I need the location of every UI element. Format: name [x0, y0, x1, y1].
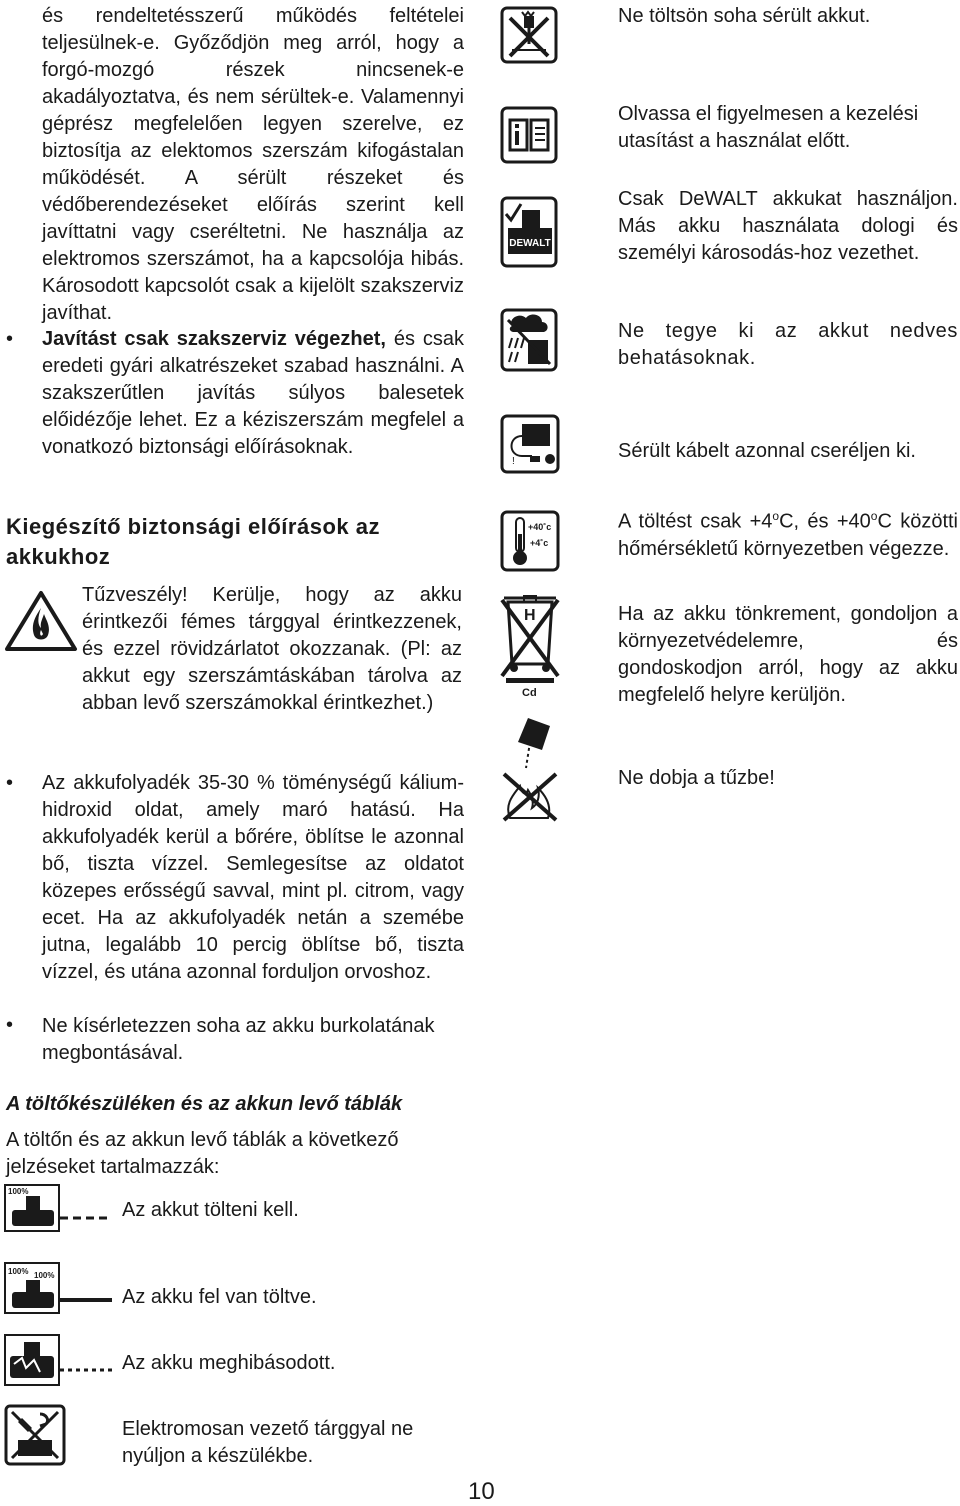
crossed-bin-recycle-icon [498, 590, 562, 700]
svg-text:100%: 100% [34, 1271, 55, 1280]
symbol-no-conductive-text: Elektromosan vezető tárggyal ne nyúljon a készülékbe. [122, 1418, 414, 1467]
section-heading-labels: A töltőkészüléken és az akkun levő táblák [6, 1093, 403, 1115]
bullet: • [6, 328, 14, 350]
warning-no-fire: Ne dobja a tűzbe! [618, 767, 775, 789]
temperature-range-icon [500, 510, 560, 572]
temp-text-3: C közötti hőmérsékletű környezetben végezze. [618, 510, 958, 560]
percent-label: 100% [8, 1187, 29, 1196]
warning-no-damaged-battery: Ne töltsön soha sérült akkut. [618, 5, 871, 27]
temp-text-2: C, és +40 [779, 510, 871, 533]
svg-text:100%: 100% [8, 1267, 29, 1276]
battery-fluid-text: Az akkufolyadék 35-30 % töménységű kálium-hidroxid oldat, amely maró hatású. Ha akkufolyadék kerül a bőrére, öblítse le azonnal bő, tiszta vízzel. Semlegesítse az oldatot közepes erősségű savval, mint pl. citrom, vagy ecet. Ha az akkufolyadék netán a szemébe jutna, legalább 10 percig öblítse bő, tiszta vízzel, és utána azonnal forduljon orvoshoz. [42, 772, 464, 983]
warning-dewalt-only: Csak DeWALT akkukat használjon. Más akku használata dologi és személyi károsodás-hoz vezethet. [618, 188, 958, 264]
temp-text-1: A töltést csak +4 [618, 510, 773, 533]
labels-intro: A töltőn és az akkun levő táblák a következő jelzéseket tartalmazzák: [6, 1129, 399, 1178]
no-moisture-icon [500, 308, 558, 372]
damaged-cable-icon [500, 414, 560, 474]
warning-temperature-range [618, 503, 958, 563]
battery-charging-symbol-icon [4, 1184, 114, 1232]
symbol-charging-text: Az akkut tölteni kell. [122, 1199, 299, 1221]
degree-sup-2: o [870, 509, 878, 523]
battery-charged-symbol-icon [4, 1262, 114, 1314]
no-conductive-objects-icon [4, 1404, 66, 1466]
bullet: • [6, 1014, 14, 1036]
page-number: 10 [468, 1478, 495, 1505]
temp-low-label: +4˚c [530, 538, 549, 548]
dewalt-battery-icon [500, 196, 558, 268]
warning-damaged-cable: Sérült kábelt azonnal cseréljen ki. [618, 440, 916, 462]
body-paragraph-repair [42, 326, 464, 461]
bullet: • [6, 772, 14, 794]
battery-faulty-symbol-icon [4, 1334, 114, 1386]
warning-read-manual: Olvassa el figyelmesen a kezelési utasítást a használat előtt. [618, 103, 919, 152]
symbol-faulty-text: Az akku meghibásodott. [122, 1352, 336, 1374]
warning-no-moisture: Ne tegye ki az akkut nedves behatásoknak. [618, 320, 958, 369]
no-damaged-battery-icon [500, 6, 558, 64]
read-manual-icon [500, 106, 558, 164]
warning-environment: Ha az akku tönkrement, gondoljon a környezetvédelemre, és gondoskodjon arról, hogy az akku megfelelő helyre kerüljön. [618, 603, 958, 706]
cd-label: Cd [522, 687, 537, 699]
dewalt-logo-text: DEWALT [509, 238, 551, 249]
fire-warning-triangle-icon [4, 590, 78, 652]
fire-hazard-text: Tűzveszély! Kerülje, hogy az akku érintkezői fémes tárggyal érintkezzenek, és ezzel rövidzárlatot okozzanak. (Pl: az akkut egy szerszámtáskában tárolva az abban levő szerszámokkal érintkezhet.) [82, 584, 462, 714]
repair-text: és csak eredeti gyári alkatrészeket szabad használni. A szakszerűtlen javítás súlyos balesetek előidézője lehet. Ez a kéziszerszám megfelel a vonatkozó biztonsági előírásoknak. [42, 328, 465, 458]
degree-sup-1: o [772, 509, 780, 523]
repair-bold-text: Javítást csak szakszerviz végezhet, [42, 328, 386, 350]
body-paragraph-maintenance: és rendeltetésszerű működés feltételei teljesülnek-e. Győződjön meg arról, hogy a forgó-mozgó részek nincsenek-e akadályoztatva, és nem sérültek-e. Valamennyi géprész megfelelően legyen szerelve, ez biztosítja az elektomos szerszám kifogástalan működését. A sérült részeket és védőberendezéseket előírás szerint kell javíttatni vagy cseréltetni. Ne használja az elektromos szerszámot, ha a kapcsolója hibás. Károsodott kapcsolót csak a kijelölt szakszerviz javíthat. [42, 5, 464, 324]
svg-text:H: H [524, 607, 536, 624]
symbol-charged-text: Az akku fel van töltve. [122, 1286, 317, 1308]
no-fire-disposal-icon [500, 712, 560, 822]
svg-text:!: ! [512, 456, 515, 467]
section-heading-battery-safety: Kiegészítő biztonsági előírások az akkukhoz [6, 514, 380, 569]
no-disassembly-text: Ne kísérletezzen soha az akku burkolatának megbontásával. [42, 1015, 435, 1064]
temp-high-label: +40˚c [528, 522, 552, 532]
